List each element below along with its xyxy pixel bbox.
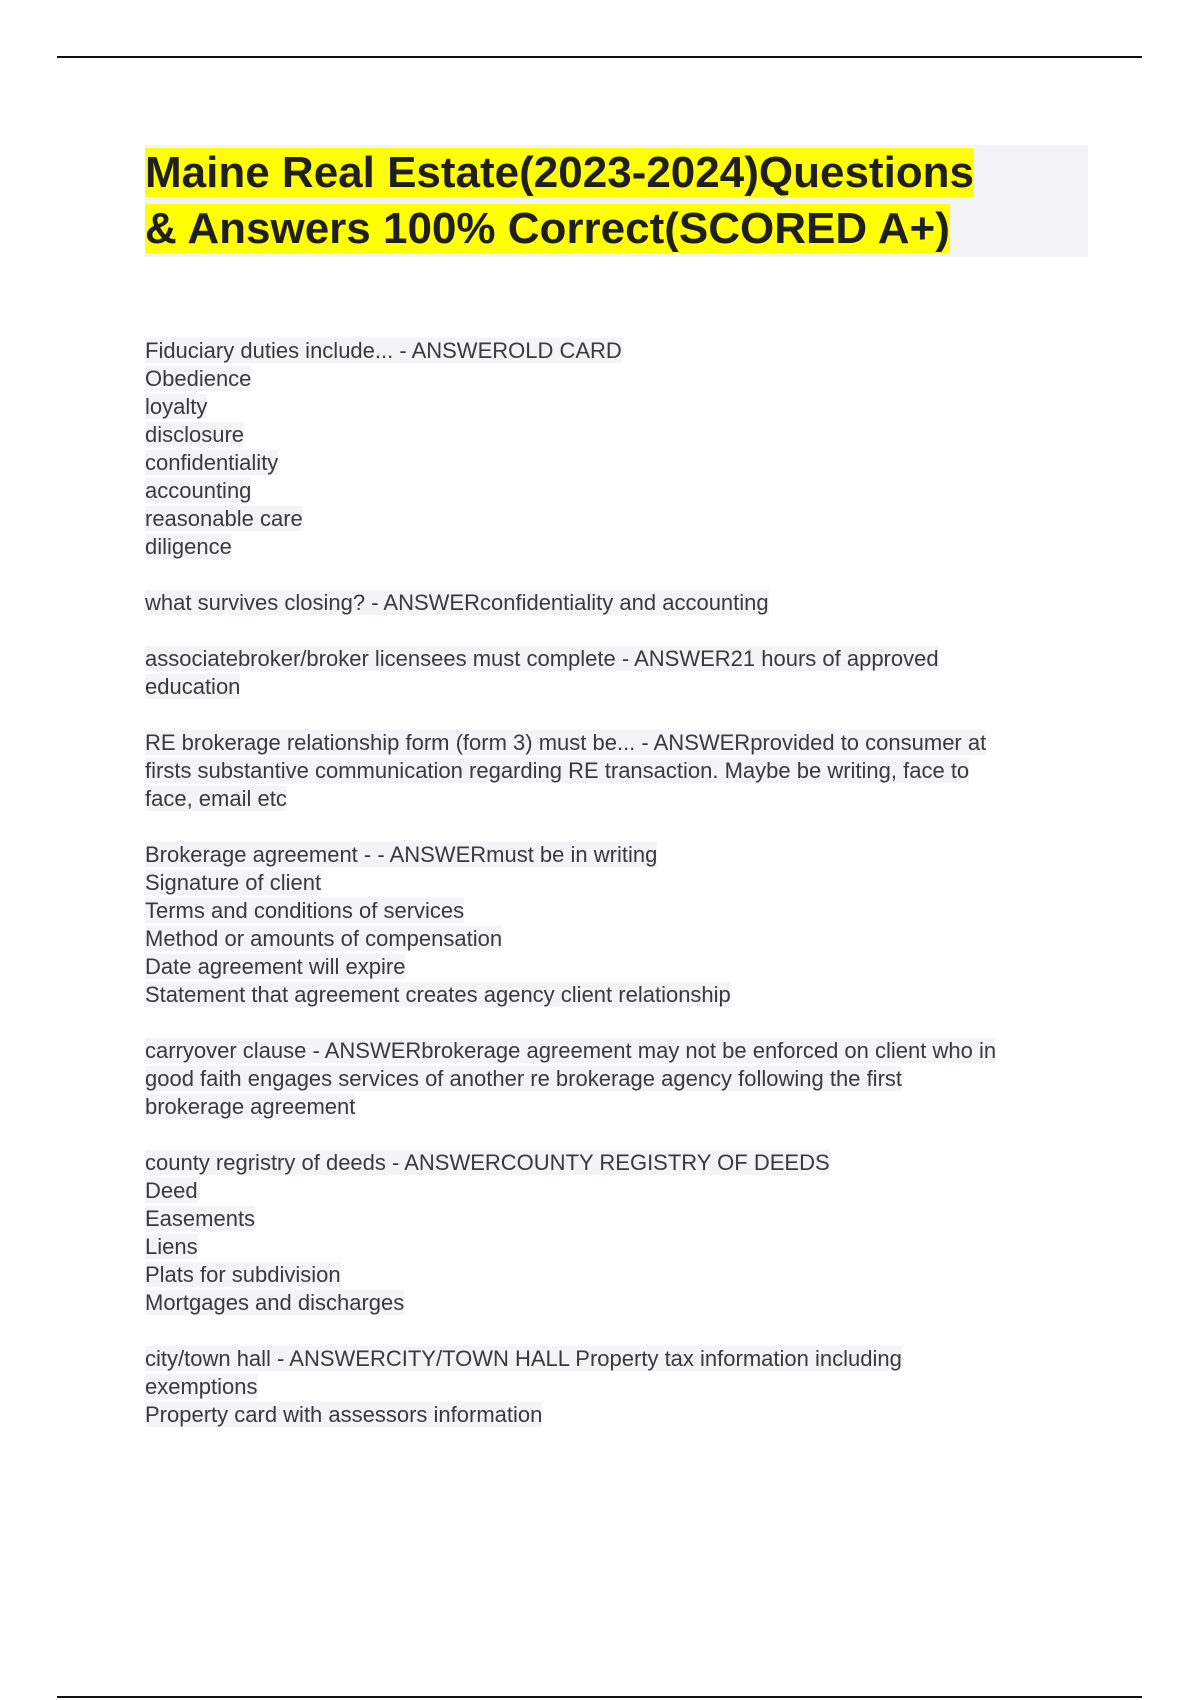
qa-line-text: Liens	[145, 1234, 198, 1259]
qa-answer-line	[145, 1289, 1085, 1317]
qa-line-text: Signature of client	[145, 870, 322, 895]
qa-line-text: Plats for subdivision	[145, 1262, 341, 1287]
qa-line-text: Mortgages and discharges	[145, 1290, 405, 1315]
qa-answer-line	[145, 393, 1085, 421]
bottom-rule	[57, 1696, 1142, 1698]
qa-line-text: Easements	[145, 1206, 256, 1231]
qa-question-line	[145, 1345, 1085, 1373]
qa-item	[145, 1037, 1085, 1121]
qa-item	[145, 1149, 1085, 1317]
qa-answer-line	[145, 477, 1085, 505]
qa-line-text: reasonable care	[145, 506, 303, 531]
qa-answer-line	[145, 673, 1085, 701]
qa-question-line	[145, 1149, 1085, 1177]
qa-question-line	[145, 1037, 1085, 1065]
qa-list	[145, 337, 1085, 1457]
qa-line-text: Statement that agreement creates agency client relationship	[145, 982, 731, 1007]
qa-answer-line	[145, 449, 1085, 477]
qa-line-text: exemptions	[145, 1374, 258, 1399]
qa-line-text: Obedience	[145, 366, 252, 391]
qa-answer-line	[145, 1233, 1085, 1261]
qa-answer-line	[145, 505, 1085, 533]
qa-answer-line	[145, 785, 1085, 813]
qa-answer-line	[145, 1093, 1085, 1121]
qa-line-text: confidentiality	[145, 450, 279, 475]
qa-answer-line	[145, 1261, 1085, 1289]
qa-question-line	[145, 589, 1085, 617]
qa-line-text: associatebroker/broker licensees must complete - ANSWER21 hours of approved	[145, 646, 939, 671]
qa-answer-line	[145, 1373, 1085, 1401]
qa-answer-line	[145, 1205, 1085, 1233]
qa-line-text: Method or amounts of compensation	[145, 926, 503, 951]
qa-line-text: Terms and conditions of services	[145, 898, 465, 923]
qa-item	[145, 841, 1085, 1009]
qa-item	[145, 337, 1085, 561]
qa-line-text: RE brokerage relationship form (form 3) must be... - ANSWERprovided to consumer at	[145, 730, 987, 755]
qa-line-text: what survives closing? - ANSWERconfidentiality and accounting	[145, 590, 769, 615]
qa-question-line	[145, 729, 1085, 757]
qa-line-text: brokerage agreement	[145, 1094, 356, 1119]
title-line-1	[145, 145, 1088, 201]
qa-answer-line	[145, 953, 1085, 981]
qa-line-text: firsts substantive communication regarding RE transaction. Maybe be writing, face to	[145, 758, 970, 783]
qa-answer-line	[145, 421, 1085, 449]
qa-answer-line	[145, 1065, 1085, 1093]
qa-answer-line	[145, 981, 1085, 1009]
qa-line-text: face, email etc	[145, 786, 287, 811]
qa-line-text: Date agreement will expire	[145, 954, 406, 979]
qa-line-text: loyalty	[145, 394, 208, 419]
qa-line-text: Property card with assessors information	[145, 1402, 543, 1427]
qa-line-text: accounting	[145, 478, 252, 503]
qa-answer-line	[145, 869, 1085, 897]
document-title	[145, 145, 1088, 257]
qa-line-text: Brokerage agreement - - ANSWERmust be in writing	[145, 842, 658, 867]
qa-line-text: education	[145, 674, 241, 699]
qa-answer-line	[145, 1177, 1085, 1205]
qa-answer-line	[145, 533, 1085, 561]
qa-item	[145, 1345, 1085, 1429]
qa-line-text: good faith engages services of another re brokerage agency following the first	[145, 1066, 903, 1091]
qa-line-text: county regristry of deeds - ANSWERCOUNTY REGISTRY OF DEEDS	[145, 1150, 830, 1175]
qa-line-text: Fiduciary duties include... - ANSWEROLD CARD	[145, 338, 622, 363]
qa-answer-line	[145, 365, 1085, 393]
title-line-2-text: & Answers 100% Correct(SCORED A+)	[145, 204, 950, 253]
qa-item	[145, 589, 1085, 617]
qa-question-line	[145, 337, 1085, 365]
qa-question-line	[145, 841, 1085, 869]
qa-item	[145, 729, 1085, 813]
qa-answer-line	[145, 925, 1085, 953]
title-line-2	[145, 201, 1088, 257]
qa-answer-line	[145, 1401, 1085, 1429]
qa-line-text: Deed	[145, 1178, 198, 1203]
top-rule	[57, 56, 1142, 58]
qa-line-text: city/town hall - ANSWERCITY/TOWN HALL Property tax information including	[145, 1346, 902, 1371]
qa-line-text: disclosure	[145, 422, 245, 447]
qa-answer-line	[145, 897, 1085, 925]
title-line-1-text: Maine Real Estate(2023-2024)Questions	[145, 148, 975, 197]
qa-item	[145, 645, 1085, 701]
qa-line-text: diligence	[145, 534, 232, 559]
qa-line-text: carryover clause - ANSWERbrokerage agreement may not be enforced on client who in	[145, 1038, 997, 1063]
qa-answer-line	[145, 757, 1085, 785]
qa-question-line	[145, 645, 1085, 673]
